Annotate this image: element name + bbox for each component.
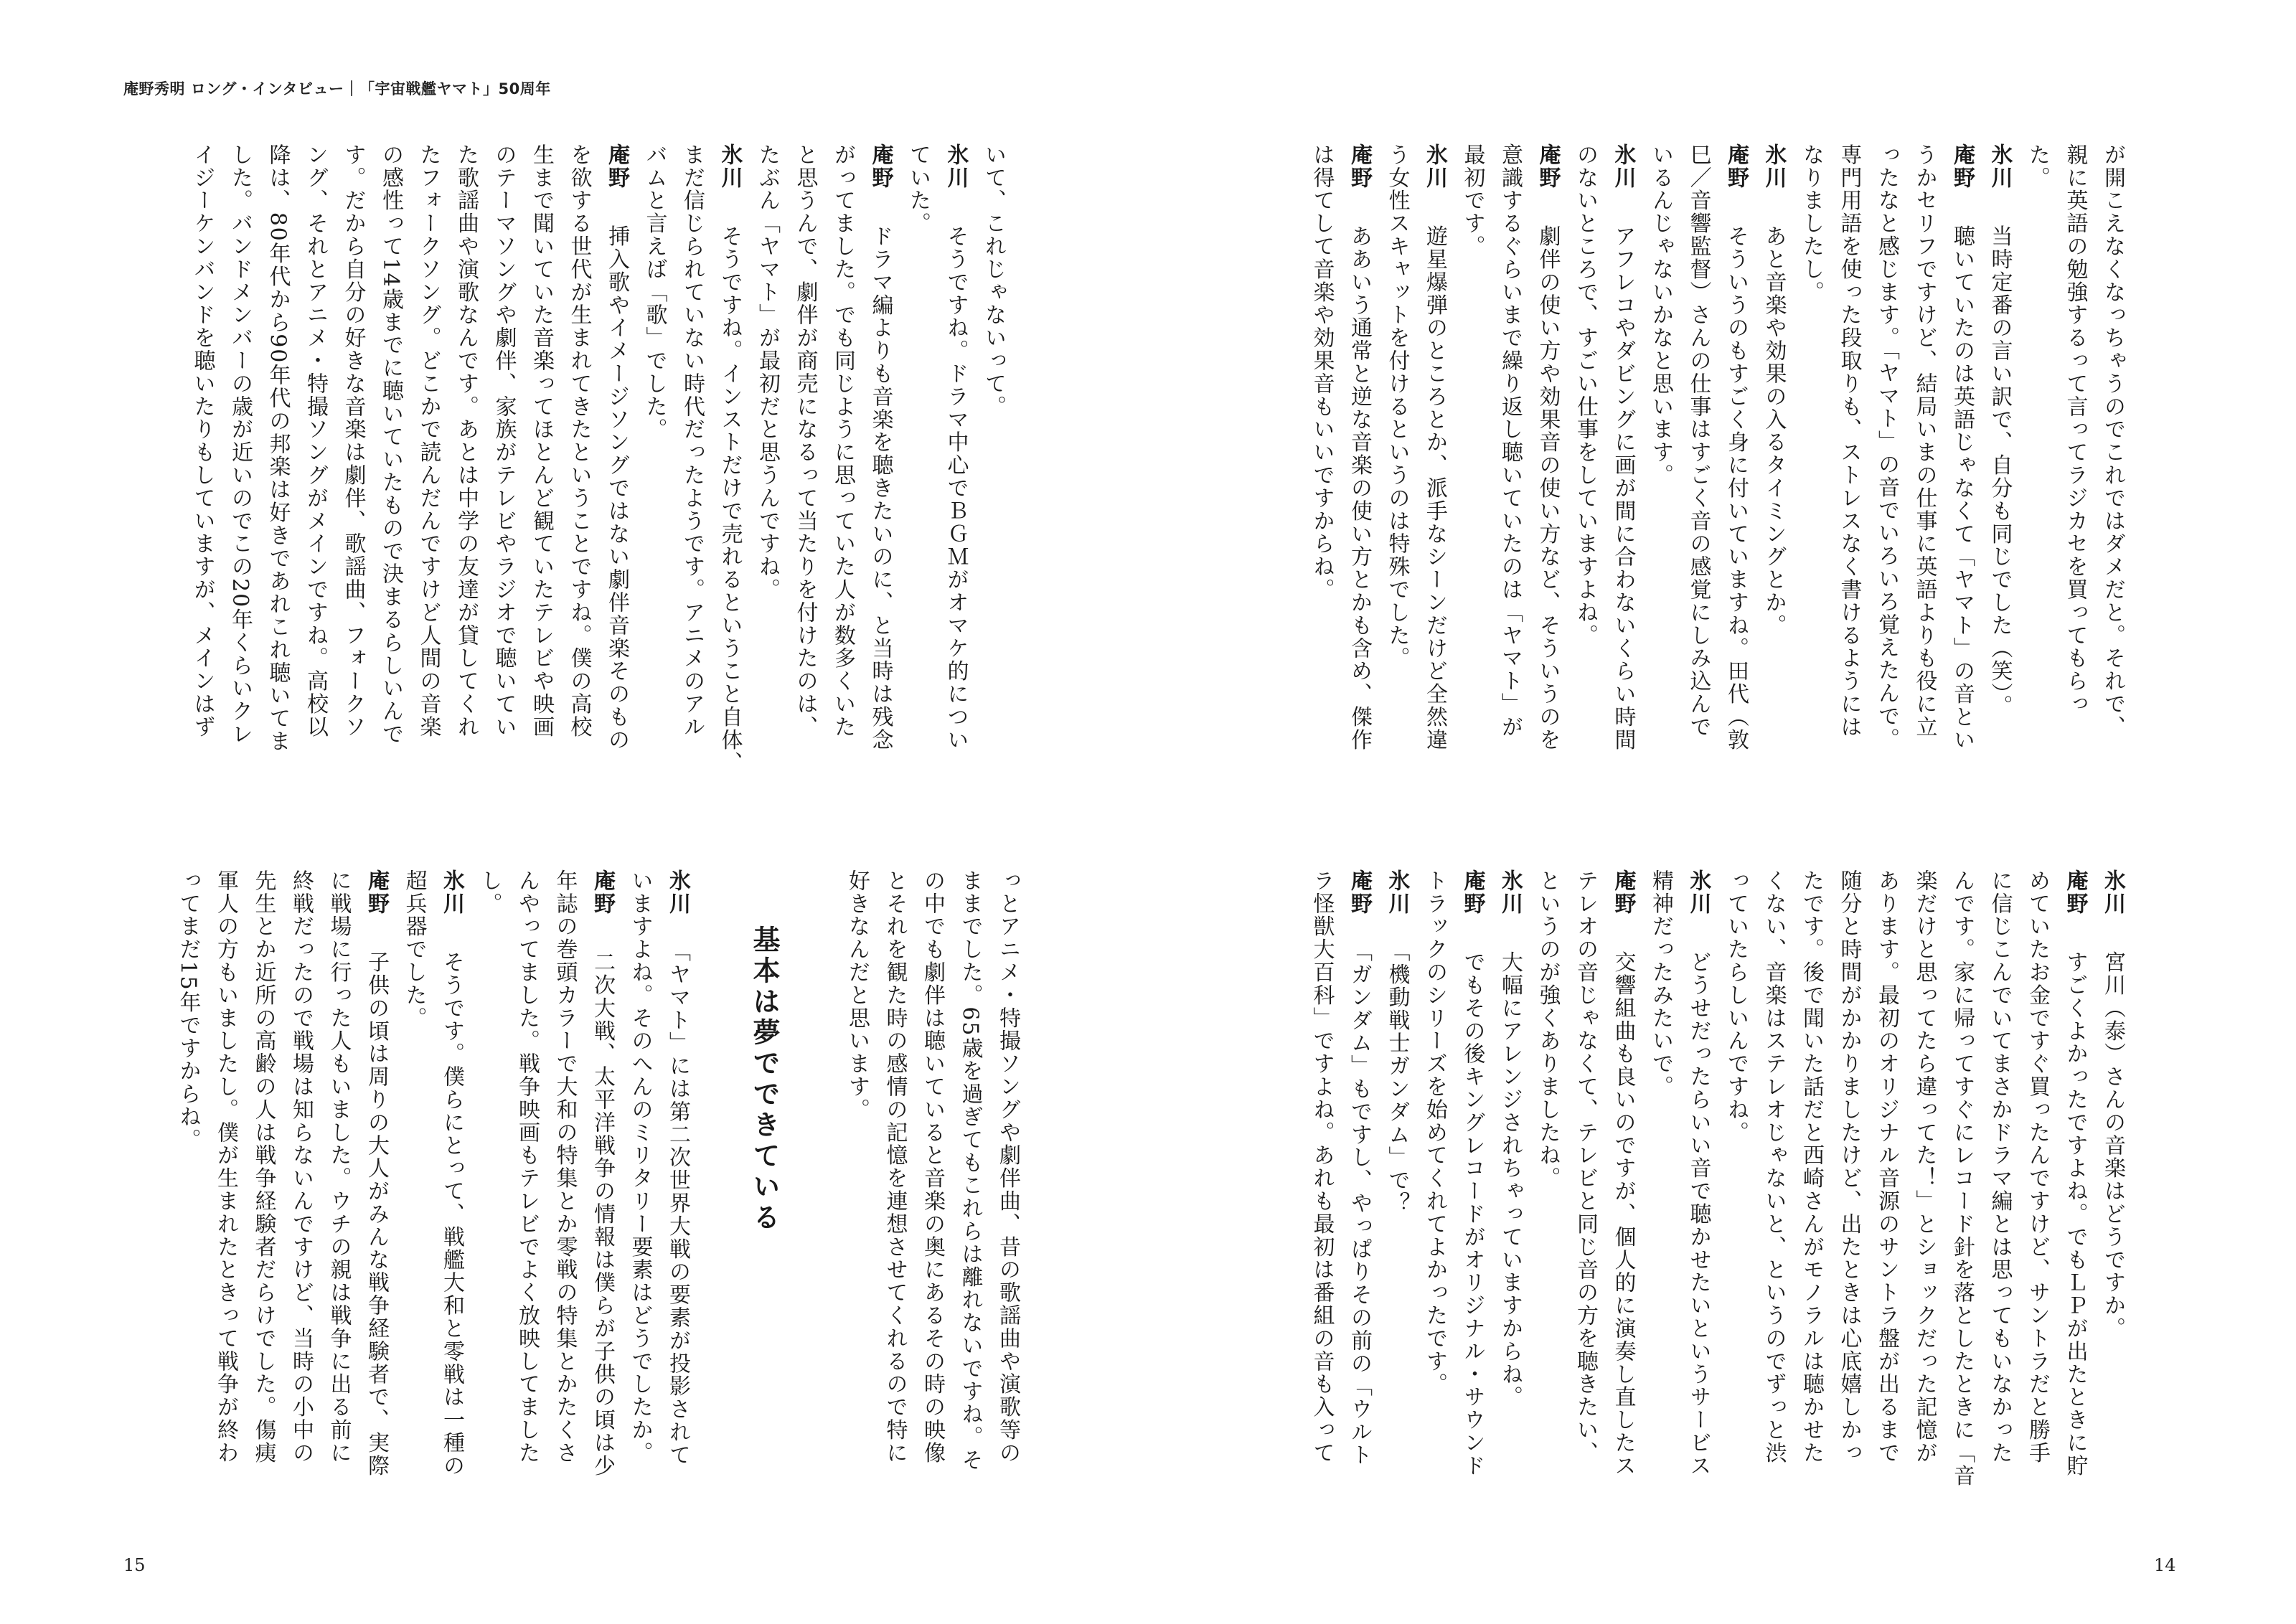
line-text: 「ヤマト」には第二次世界大戦の要素が投影されて [665,950,690,1467]
line-text: 随分と時間がかかりましたけど、出たときは心底嬉しかっ [1836,869,1862,1465]
text-line [1642,869,1680,1558]
text-line [433,869,471,1558]
line-text: たフォークソング。どこかで読んだんですけど人間の音楽 [415,143,441,739]
text-line [484,143,522,868]
line-text: した。バンドメンバーの歳が近いのでこの20年くらいクレ [227,143,253,746]
running-header: 庵野秀明 ロング・インタビュー｜「宇宙戦艦ヤマト」50周年 [123,80,551,98]
speaker-name: 氷川 [1422,143,1447,189]
text-line [395,869,433,1558]
section-heading: 基本は夢でできている [748,925,780,1234]
line-text: ング、それとアニメ・特撮ソングがメインですね。高校以 [303,143,328,739]
text-line [1980,143,2018,868]
text-line [1905,143,1943,868]
line-text: ったなと感じます。「ヤマト」の音でいろいろ覚えたんで。 [1874,143,1899,751]
line-text: バムと言えば「歌」でした。 [641,143,667,441]
line-text: ああいう通常と逆な音楽の使い方とかも含め、傑作 [1347,225,1372,752]
line-text: トラックのシリーズを始めてくれてよかったです。 [1422,869,1447,1396]
line-text: のテーマソングや劇伴、家族がテレビやラジオで聴いてい [491,143,517,739]
line-text: 精神だったみたいで。 [1648,869,1673,1098]
line-text: に戦場に行った人もいました。ウチの親は戦争に出る前に [326,869,352,1465]
text-line [1868,143,1906,868]
text-line [1416,143,1454,868]
speaker-name: 庵野 [1459,869,1485,915]
line-text: は得てして音楽や効果音もいいですからね。 [1309,143,1335,601]
text-line [2056,143,2094,868]
text-line [1792,869,1830,1558]
text-line [786,143,824,868]
speaker-name: 庵野 [1723,143,1749,189]
text-line [1905,869,1943,1558]
line-text: あります。最初のオリジナル音源のサントラ盤が出るまで [1874,869,1899,1465]
speaker-name: 氷川 [717,143,743,189]
text-line [1980,869,2018,1558]
speaker-name: 氷川 [1987,143,2013,189]
line-text: う女性スキャットを付けるというのは特殊でした。 [1384,143,1410,670]
line-text: 交響組曲も良いのですが、個人的に演奏し直したス [1610,950,1636,1478]
line-text: た歌謡曲や演歌なんです。あとは中学の友達が貸してくれ [453,143,479,739]
text-line [1453,143,1491,868]
text-line [659,869,697,1558]
line-text: 楽だけと思ってたら違ってた！」とショックだった記憶が [1911,869,1937,1465]
text-line [1792,143,1830,868]
text-line [875,869,913,1558]
text-line [1717,869,1755,1558]
line-text: くない、音楽はステレオじゃないと、というのでずっと渋 [1761,869,1787,1465]
text-line [583,869,621,1558]
line-text: いますよね。そのへんのミリタリー要素はどうでしたか。 [627,869,653,1465]
text-line [2056,869,2094,1558]
line-text: ってまだ15年ですからね。 [175,869,201,1151]
line-text: でもその後キングレコードがオリジナル・サウンド [1459,950,1485,1478]
line-text: いて、これじゃないって。 [981,143,1006,418]
text-line [913,869,951,1558]
left-page-lower-column-continued [825,869,1026,1558]
line-text: 劇伴の使い方や効果音の使い方など、そういうのを [1535,225,1561,752]
text-line [244,869,282,1558]
speaker-name: 庵野 [1347,143,1372,189]
text-line [1943,143,1981,868]
line-text: んです。家に帰ってすぐにレコード針を落としたときに「音 [1949,869,1975,1488]
line-text: 「機動戦士ガンダム」で？ [1384,950,1410,1215]
speaker-name: 庵野 [1949,143,1975,189]
text-line [2018,869,2056,1558]
text-line [936,143,974,868]
line-text: 大幅にアレンジされちゃっていますからね。 [1497,950,1523,1409]
text-line [1378,869,1416,1558]
text-line [1378,143,1416,868]
line-text: テレオの音じゃなくて、テレビと同じ音の方を聴きたい、 [1573,869,1598,1465]
text-line [372,143,410,868]
speaker-name: 庵野 [1347,869,1372,915]
right-page-upper-column [1248,143,2131,868]
line-text: なりましたし。 [1799,143,1824,304]
text-line [2018,143,2056,868]
speaker-name: 氷川 [1384,869,1410,915]
speaker-name: 氷川 [1610,143,1636,189]
line-text: ていた。 [905,143,931,235]
page-number-right: 14 [2154,1555,2176,1575]
text-line [1566,143,1604,868]
text-line [221,143,259,868]
line-text: し。 [476,869,502,915]
text-line [560,143,598,868]
line-text: 超兵器でした。 [401,869,427,1030]
right-page-lower-column [1248,869,2131,1558]
text-line [522,143,560,868]
line-text: どうせだったらいい音で聴かせたいというサービス [1685,950,1711,1478]
speaker-name: 氷川 [943,143,969,189]
line-text: そういうのもすごく身に付いていますね。田代（敦 [1723,225,1749,752]
line-text: とそれを観た時の感情の記憶を連想させてくれるので特に [882,869,908,1465]
line-text: が開こえなくなっちゃうのでこれではダメだと。それで、 [2100,143,2125,739]
text-line [974,143,1012,868]
text-line [207,869,245,1558]
text-line [1340,143,1378,868]
text-line [1754,143,1792,868]
left-page-lower-column [122,869,696,1558]
text-line [1830,869,1868,1558]
text-line [409,143,447,868]
speaker-name: 庵野 [2062,869,2088,915]
text-line [621,869,659,1558]
line-text: ドラマ編よりも音楽を聴きたいのに、と当時は残念 [867,225,893,752]
line-text: めていたお金ですぐ買ったんですけど、サントラだと勝手 [2025,869,2050,1465]
text-line [1302,869,1340,1558]
text-line [357,869,395,1558]
line-text: 年誌の巻頭カラーで大和の特集とか零戦の特集とかたくさ [552,869,578,1465]
text-line [1340,869,1378,1558]
line-text: たです。後で聞いた話だと西崎さんがモノラルは聴かせた [1799,869,1824,1465]
text-line [447,143,485,868]
text-line [1491,869,1529,1558]
line-text: の中でも劇伴は聴いていると音楽の奥にあるその時の映像 [920,869,945,1465]
speaker-name: 庵野 [1610,869,1636,915]
line-text: 終戦だったので戦場は知らないんですけど、当時の小中の [288,869,314,1465]
line-text: の感性って14歳までに聴いていたもので決まるらしいんで [378,143,403,746]
line-text: ラ怪獣大百科」ですよね。あれも最初は番組の音も入って [1309,869,1335,1465]
text-line [169,869,207,1558]
text-line [334,143,372,868]
line-text: 軍人の方もいましたし。僕が生まれたときって戦争が終わ [213,869,238,1465]
speaker-name: 庵野 [604,143,629,189]
text-line [508,869,546,1558]
page-number-left: 15 [123,1555,146,1575]
line-text: を欲する世代が生まれてきたということですね。僕の高校 [566,143,592,739]
speaker-name: 庵野 [867,143,893,189]
speaker-name: 氷川 [2100,869,2125,915]
text-line [861,143,899,868]
line-text: すごくよかったですよね。でもＬＰが出たときに貯 [2062,950,2088,1478]
speaker-name: 氷川 [1761,143,1787,189]
line-text: 遊星爆弾のところとか、派手なシーンだけど全然違 [1422,225,1447,752]
text-line [1604,869,1642,1558]
text-line [748,143,786,868]
text-line [1679,143,1717,868]
line-text: 巳／音響監督）さんの仕事はすごく音の感覚にしみ込んで [1685,143,1711,739]
line-text: んやってました。戦争映画もテレビでよく放映してました [514,869,540,1465]
speaker-name: 氷川 [439,869,464,915]
text-line [899,143,937,868]
text-line [2094,143,2132,868]
line-text: 親に英語の勉強するって言ってラジカセを買ってもらっ [2062,143,2088,716]
line-text: す。だから自分の好きな音楽は劇伴、歌謡曲、フォークソ [340,143,366,739]
speaker-name: 庵野 [364,869,389,915]
line-text: そうです。僕らにとって、戦艦大和と零戦は一種の [439,950,464,1478]
text-line [470,869,508,1558]
text-line [710,143,748,868]
text-line [1453,869,1491,1558]
text-line [258,143,296,868]
line-text: 二次大戦、太平洋戦争の情報は僕らが子供の頃は少 [590,950,615,1478]
speaker-name: 庵野 [590,869,615,915]
text-line [296,143,334,868]
line-text: のないところで、すごい仕事をしていますよね。 [1573,143,1598,647]
line-text: 降は、80年代から90年代の邦楽は好きであれこれ聴いてま [265,143,291,753]
text-line [1302,143,1340,868]
text-line [598,143,636,868]
text-line [1491,143,1529,868]
line-text: と思うんで、劇伴が商売になるって当たりを付けたのは、 [792,143,818,739]
text-line [545,869,583,1558]
text-line [1604,143,1642,868]
line-text: 挿入歌やイメージソングではない劇伴音楽そのもの [604,225,629,752]
line-text: た。 [2025,143,2050,189]
text-line [1717,143,1755,868]
line-text: イジーケンバンドを聴いたりもしていますが、メインはず [189,143,215,739]
text-line [673,143,711,868]
text-line [1416,869,1454,1558]
text-line [1528,869,1566,1558]
text-line [1528,143,1566,868]
line-text: アフレコやダビングに画が間に合わないくらい時間 [1610,225,1636,752]
text-line [989,869,1027,1558]
text-line [1566,869,1604,1558]
text-line [824,143,862,868]
line-text: 当時定番の言い訳で、自分も同じでした（笑）。 [1987,225,2013,718]
text-line [1943,869,1981,1558]
line-text: 好きなんだと思います。 [844,869,870,1121]
line-text: 専門用語を使った段取りも、ストレスなく書けるようには [1836,143,1862,739]
line-text: っとアニメ・特撮ソングや劇伴曲、昔の歌謡曲や演歌等の [995,869,1020,1465]
text-line [1642,143,1680,868]
text-line [1830,143,1868,868]
text-line [1679,869,1717,1558]
line-text: 聴いていたのは英語じゃなくて「ヤマト」の音とい [1949,225,1975,752]
text-line [1868,869,1906,1558]
line-text: いるんじゃないかなと思います。 [1648,143,1673,487]
line-text: たぶん「ヤマト」が最初だと思うんですね。 [755,143,780,601]
line-text: 生まで聞いていた音楽ってほとんど観ていたテレビや映画 [529,143,554,739]
text-line [183,143,221,868]
text-line [838,869,876,1558]
line-text: うかセリフですけど、結局いまの仕事に英語よりも役に立 [1911,143,1937,739]
line-text: まだ信じられていない時代だったようです。アニメのアル [679,143,705,739]
line-text: 「ガンダム」もですし、やっぱりその前の「ウルト [1347,950,1372,1467]
line-text: そうですね。ドラマ中心でＢＧＭがオマケ的につい [943,225,969,752]
text-line [319,869,357,1558]
speaker-name: 氷川 [1685,869,1711,915]
line-text: 意識するぐらいまで繰り返し聴いていたのは「ヤマト」が [1497,143,1523,739]
line-text: ままでした。65歳を過ぎてもこれらは離れないですね。そ [957,869,983,1472]
line-text: というのが強くありましたね。 [1535,869,1561,1190]
text-line [951,869,989,1558]
speaker-name: 氷川 [665,869,690,915]
text-line [2094,869,2132,1558]
text-line [282,869,320,1558]
line-text: に信じこんでいてまさかドラマ編とは思ってもいなかった [1987,869,2013,1465]
text-line [635,143,673,868]
line-text: 宮川（泰）さんの音楽はどうですか。 [2100,950,2125,1341]
speaker-name: 庵野 [1535,143,1561,189]
line-text: 先生とか近所の高齢の人は戦争経験者だらけでした。傷痍 [250,869,276,1465]
line-text: そうですね。インストだけで売れるということ自体、 [717,225,743,775]
line-text: 最初です。 [1459,143,1485,258]
line-text: あと音楽や効果の入るタイミングとか。 [1761,225,1787,637]
line-text: がってました。でも同じように思っていた人が数多くいた [830,143,855,739]
line-text: っていたらしいんですね。 [1723,869,1749,1144]
text-line [1754,869,1792,1558]
left-page-upper-column [129,143,1012,868]
speaker-name: 氷川 [1497,869,1523,915]
line-text: 子供の頃は周りの大人がみんな戦争経験者で、実際 [364,950,389,1478]
